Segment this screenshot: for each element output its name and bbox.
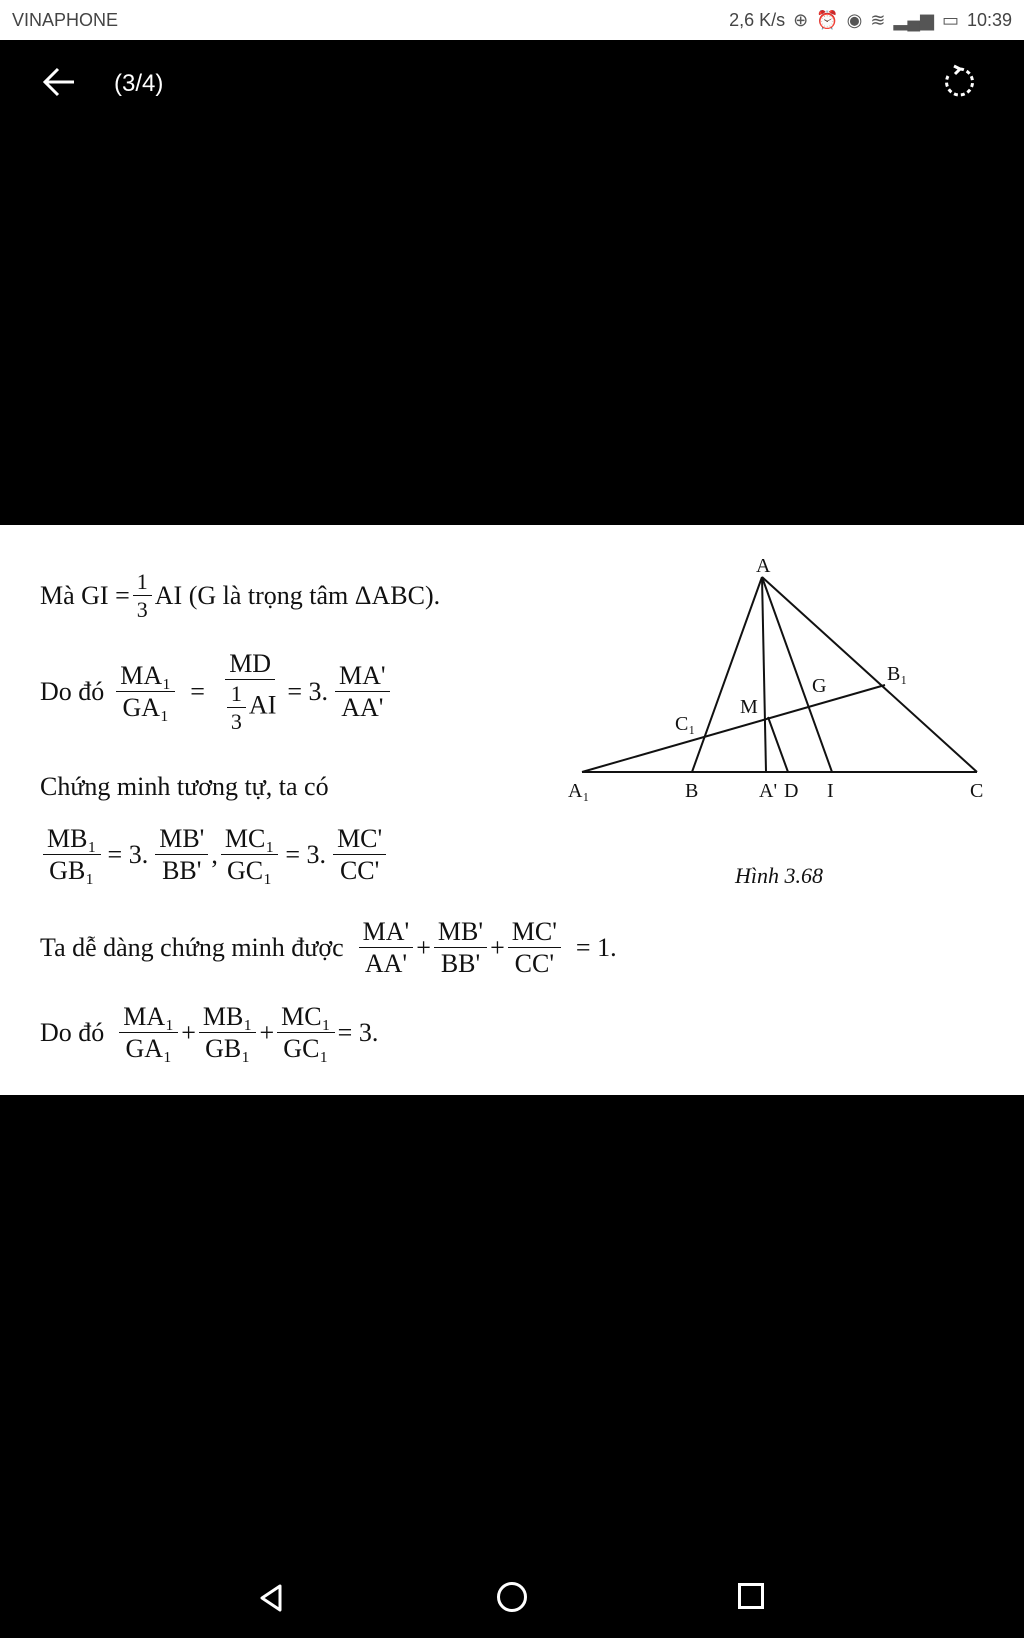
text: Mà GI = <box>40 580 130 610</box>
denominator: CC' <box>514 949 555 979</box>
numerator: MB' <box>434 918 487 948</box>
text-line-2 <box>40 650 393 733</box>
plus: + <box>259 1017 275 1047</box>
side-ac <box>762 577 977 772</box>
text: = 3. <box>337 1017 379 1047</box>
numerator: MC' <box>333 825 386 855</box>
rotate-icon[interactable] <box>940 62 980 102</box>
denominator: GB₁ <box>49 856 95 886</box>
text: Do đó <box>40 1017 105 1047</box>
text-line-4 <box>40 825 389 885</box>
nav-back-icon[interactable] <box>256 1582 288 1614</box>
numerator: MC₁ <box>277 1003 335 1033</box>
text-line-1 <box>40 570 440 621</box>
denominator: GA₁ <box>125 1034 173 1064</box>
eye-comfort-icon: ◉ <box>846 9 863 30</box>
label-i: I <box>827 780 834 802</box>
fraction <box>227 682 246 733</box>
nav-recent-apps-icon[interactable] <box>738 1583 764 1609</box>
numerator: MA' <box>359 918 414 948</box>
numerator: MA' <box>335 662 390 692</box>
numerator: MA₁ <box>119 1003 178 1033</box>
denominator: GC₁ <box>227 856 273 886</box>
back-arrow-icon[interactable] <box>40 62 80 102</box>
numerator: MB₁ <box>199 1003 257 1033</box>
viewer-toolbar <box>0 40 1024 130</box>
fraction <box>508 918 561 978</box>
denominator: BB' <box>440 949 481 979</box>
alarm-icon: ⏰ <box>816 9 839 30</box>
text: = 3. <box>107 839 149 869</box>
fraction <box>277 1003 335 1063</box>
data-saver-icon: ⊕ <box>793 9 809 30</box>
fraction <box>333 825 386 885</box>
label-a: A <box>756 555 771 577</box>
denominator: AA' <box>341 693 384 723</box>
side-ab <box>692 577 762 772</box>
numerator: 1 <box>227 682 246 708</box>
label-c1: C₁ <box>675 713 696 735</box>
label-b: B <box>685 780 699 802</box>
numerator: MB₁ <box>43 825 101 855</box>
fraction <box>434 918 487 978</box>
text-line-5 <box>40 918 617 978</box>
numerator: MC' <box>508 918 561 948</box>
text: = 3. <box>285 839 327 869</box>
nav-home-icon[interactable] <box>497 1582 527 1612</box>
denominator: GA₁ <box>122 693 170 723</box>
signal-icon: ▂▄▆ <box>893 9 934 30</box>
denominator: 3 <box>230 709 242 735</box>
image-counter: (3/4) <box>114 70 164 97</box>
text-line-6 <box>40 1003 378 1063</box>
carrier-name: VINAPHONE <box>12 9 119 30</box>
label-b1: B₁ <box>887 663 908 685</box>
denominator: GB₁ <box>205 1034 251 1064</box>
label-m: M <box>740 696 758 718</box>
wifi-icon: ≋ <box>870 9 886 30</box>
status-bar <box>0 0 1024 40</box>
line-aa <box>762 577 766 772</box>
text: = 1. <box>575 932 617 962</box>
fraction <box>119 1003 178 1063</box>
label-a-prime: A' <box>759 780 778 802</box>
numerator: MC₁ <box>221 825 279 855</box>
text: Ta dễ dàng chứng minh được <box>40 932 344 962</box>
fraction <box>359 918 414 978</box>
fraction <box>199 1003 257 1063</box>
fraction <box>155 825 208 885</box>
fraction <box>221 825 279 885</box>
fraction <box>43 825 101 885</box>
clock: 10:39 <box>966 9 1012 30</box>
text: , <box>211 839 218 869</box>
text: = 3. <box>287 676 329 706</box>
numerator: MB' <box>155 825 208 855</box>
label-d: D <box>784 780 799 802</box>
denominator: GC₁ <box>283 1034 329 1064</box>
label-g: G <box>812 675 827 697</box>
figure-caption: Hình 3.68 <box>735 863 823 888</box>
status-right <box>729 10 1012 31</box>
denominator: AA' <box>364 949 408 979</box>
plus: + <box>490 932 505 962</box>
network-speed: 2,6 K/s <box>729 9 786 30</box>
diagram-lines <box>582 577 977 772</box>
numerator: MA₁ <box>116 662 175 692</box>
denominator: 3 <box>136 597 148 623</box>
document-image <box>0 525 1024 1095</box>
fraction <box>220 650 280 733</box>
denominator: BB' <box>162 856 202 886</box>
denominator: CC' <box>339 856 380 886</box>
line-md <box>768 717 788 772</box>
battery-icon: ▭ <box>941 9 959 30</box>
label-c: C <box>970 780 984 802</box>
fraction <box>133 570 152 621</box>
label-a1: A₁ <box>568 780 590 802</box>
triangle-diagram <box>560 555 1000 857</box>
plus: + <box>416 932 431 962</box>
navigation-bar <box>0 1570 1024 1638</box>
numerator: 1 <box>133 570 152 596</box>
text: Do đó <box>40 676 105 706</box>
denominator <box>220 680 280 733</box>
text: AI (G là trọng tâm ΔABC). <box>154 580 441 610</box>
numerator: MD <box>225 650 275 680</box>
text: AI <box>248 690 277 720</box>
text-line-3: Chứng minh tương tự, ta có <box>40 772 329 801</box>
fraction <box>116 662 175 722</box>
line-a1b1 <box>582 685 885 772</box>
fraction <box>335 662 390 722</box>
plus: + <box>181 1017 196 1047</box>
equals: = <box>190 676 205 706</box>
